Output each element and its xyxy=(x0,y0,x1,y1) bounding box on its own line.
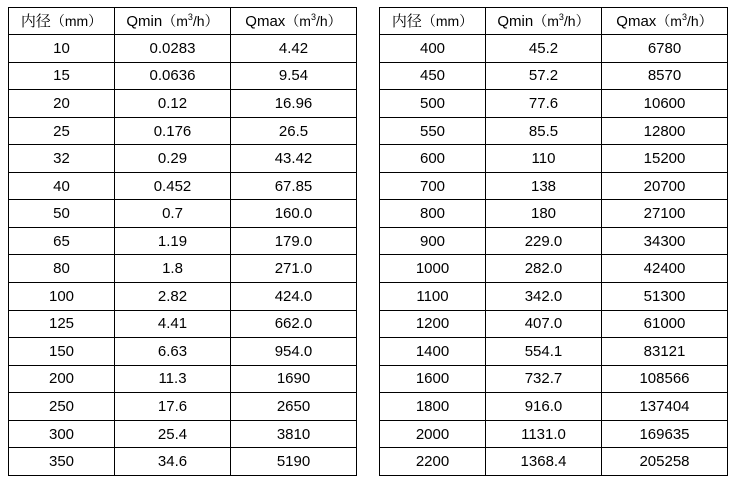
table-row xyxy=(9,145,357,173)
column-header-qmax: $Qmax(m^3/h)$ xyxy=(231,8,357,35)
column-header-qmax: $Qmax(m^3/h)$ xyxy=(602,8,728,35)
cell-qmin: 34.6 xyxy=(115,448,231,476)
table-row xyxy=(380,62,728,90)
cell-inner-diameter: 450 xyxy=(380,62,486,90)
table-row xyxy=(380,255,728,283)
cell-qmax: 169635 xyxy=(602,420,728,448)
cell-inner-diameter: 32 xyxy=(9,145,115,173)
column-header-inner-diameter: 内径（mm） xyxy=(9,8,115,35)
table-row xyxy=(9,172,357,200)
table-header-row xyxy=(380,8,728,35)
cell-qmax: 1690 xyxy=(231,365,357,393)
table-row xyxy=(9,420,357,448)
table-row xyxy=(9,62,357,90)
cell-qmin: 85.5 xyxy=(486,117,602,145)
cell-qmin: 0.29 xyxy=(115,145,231,173)
cell-inner-diameter: 100 xyxy=(9,283,115,311)
cell-inner-diameter: 25 xyxy=(9,117,115,145)
cell-qmax: 12800 xyxy=(602,117,728,145)
cell-inner-diameter: 2200 xyxy=(380,448,486,476)
cell-inner-diameter: 500 xyxy=(380,90,486,118)
cell-qmin: 0.12 xyxy=(115,90,231,118)
cell-inner-diameter: 300 xyxy=(9,420,115,448)
cell-qmax: 3810 xyxy=(231,420,357,448)
cell-qmin: 342.0 xyxy=(486,283,602,311)
cell-qmax: 205258 xyxy=(602,448,728,476)
table-row xyxy=(380,35,728,63)
table-header-row xyxy=(9,8,357,35)
cell-qmin: 282.0 xyxy=(486,255,602,283)
cell-qmax: 954.0 xyxy=(231,338,357,366)
cell-qmin: 1131.0 xyxy=(486,420,602,448)
cell-qmin: 916.0 xyxy=(486,393,602,421)
table-row xyxy=(380,420,728,448)
cell-qmax: 662.0 xyxy=(231,310,357,338)
cell-qmin: 732.7 xyxy=(486,365,602,393)
cell-qmax: 8570 xyxy=(602,62,728,90)
table-row xyxy=(9,283,357,311)
cell-qmax: 108566 xyxy=(602,365,728,393)
cell-qmin: 1.19 xyxy=(115,227,231,255)
cell-inner-diameter: 800 xyxy=(380,200,486,228)
cell-qmax: 51300 xyxy=(602,283,728,311)
cell-qmin: 0.0636 xyxy=(115,62,231,90)
cell-inner-diameter: 1400 xyxy=(380,338,486,366)
cell-qmax: 42400 xyxy=(602,255,728,283)
cell-qmin: 4.41 xyxy=(115,310,231,338)
table-row xyxy=(9,35,357,63)
cell-qmin: 45.2 xyxy=(486,35,602,63)
cell-inner-diameter: 125 xyxy=(9,310,115,338)
cell-qmin: 17.6 xyxy=(115,393,231,421)
cell-qmin: 25.4 xyxy=(115,420,231,448)
cell-qmax: 16.96 xyxy=(231,90,357,118)
cell-inner-diameter: 700 xyxy=(380,172,486,200)
cell-qmax: 83121 xyxy=(602,338,728,366)
cell-inner-diameter: 65 xyxy=(9,227,115,255)
cell-qmin: 1368.4 xyxy=(486,448,602,476)
cell-qmin: 407.0 xyxy=(486,310,602,338)
table-body-right xyxy=(380,35,728,476)
cell-qmax: 34300 xyxy=(602,227,728,255)
cell-qmax: 9.54 xyxy=(231,62,357,90)
cell-inner-diameter: 50 xyxy=(9,200,115,228)
cell-inner-diameter: 80 xyxy=(9,255,115,283)
table-row xyxy=(380,117,728,145)
table-row xyxy=(9,117,357,145)
table-row xyxy=(9,90,357,118)
cell-inner-diameter: 20 xyxy=(9,90,115,118)
cell-qmax: 15200 xyxy=(602,145,728,173)
cell-qmax: 26.5 xyxy=(231,117,357,145)
cell-inner-diameter: 40 xyxy=(9,172,115,200)
table-row xyxy=(9,338,357,366)
cell-qmax: 27100 xyxy=(602,200,728,228)
cell-qmin: 554.1 xyxy=(486,338,602,366)
cell-qmin: 0.7 xyxy=(115,200,231,228)
table-row xyxy=(380,145,728,173)
cell-qmax: 67.85 xyxy=(231,172,357,200)
table-row xyxy=(9,255,357,283)
table-row xyxy=(9,365,357,393)
cell-inner-diameter: 1000 xyxy=(380,255,486,283)
cell-qmin: 0.452 xyxy=(115,172,231,200)
cell-qmin: 110 xyxy=(486,145,602,173)
cell-inner-diameter: 600 xyxy=(380,145,486,173)
cell-qmax: 6780 xyxy=(602,35,728,63)
cell-inner-diameter: 1200 xyxy=(380,310,486,338)
cell-inner-diameter: 2000 xyxy=(380,420,486,448)
cell-qmax: 4.42 xyxy=(231,35,357,63)
cell-qmax: 424.0 xyxy=(231,283,357,311)
cell-inner-diameter: 900 xyxy=(380,227,486,255)
table-row xyxy=(380,448,728,476)
cell-qmax: 61000 xyxy=(602,310,728,338)
cell-qmin: 2.82 xyxy=(115,283,231,311)
cell-inner-diameter: 250 xyxy=(9,393,115,421)
column-header-inner-diameter: 内径（mm） xyxy=(380,8,486,35)
cell-qmax: 20700 xyxy=(602,172,728,200)
cell-qmin: 0.0283 xyxy=(115,35,231,63)
table-row xyxy=(9,227,357,255)
cell-qmin: 6.63 xyxy=(115,338,231,366)
column-header-qmin: $Qmin(m^3/h)$ xyxy=(486,8,602,35)
table-row xyxy=(9,200,357,228)
column-header-qmin: $Qmin(m^3/h)$ xyxy=(115,8,231,35)
cell-qmax: 179.0 xyxy=(231,227,357,255)
cell-qmin: 11.3 xyxy=(115,365,231,393)
table-row xyxy=(380,227,728,255)
table-header-left xyxy=(9,8,357,35)
cell-qmin: 229.0 xyxy=(486,227,602,255)
cell-inner-diameter: 550 xyxy=(380,117,486,145)
flow-range-table-left xyxy=(8,7,357,476)
cell-qmin: 138 xyxy=(486,172,602,200)
cell-inner-diameter: 1600 xyxy=(380,365,486,393)
table-row xyxy=(380,338,728,366)
table-row xyxy=(9,393,357,421)
flow-range-table-right xyxy=(379,7,728,476)
cell-qmax: 43.42 xyxy=(231,145,357,173)
cell-inner-diameter: 15 xyxy=(9,62,115,90)
cell-qmin: 77.6 xyxy=(486,90,602,118)
table-row xyxy=(380,365,728,393)
cell-qmin: 57.2 xyxy=(486,62,602,90)
cell-qmax: 5190 xyxy=(231,448,357,476)
cell-qmin: 0.176 xyxy=(115,117,231,145)
cell-qmin: 180 xyxy=(486,200,602,228)
table-body-left xyxy=(9,35,357,476)
table-row xyxy=(380,283,728,311)
table-row xyxy=(380,90,728,118)
table-row xyxy=(380,310,728,338)
table-row xyxy=(380,393,728,421)
table-row xyxy=(380,172,728,200)
table-row xyxy=(9,310,357,338)
cell-qmax: 10600 xyxy=(602,90,728,118)
table-row xyxy=(380,200,728,228)
cell-qmax: 137404 xyxy=(602,393,728,421)
cell-qmax: 160.0 xyxy=(231,200,357,228)
cell-qmax: 2650 xyxy=(231,393,357,421)
table-header-right xyxy=(380,8,728,35)
cell-inner-diameter: 1800 xyxy=(380,393,486,421)
cell-qmax: 271.0 xyxy=(231,255,357,283)
cell-qmin: 1.8 xyxy=(115,255,231,283)
table-row xyxy=(9,448,357,476)
cell-inner-diameter: 150 xyxy=(9,338,115,366)
cell-inner-diameter: 400 xyxy=(380,35,486,63)
cell-inner-diameter: 10 xyxy=(9,35,115,63)
cell-inner-diameter: 200 xyxy=(9,365,115,393)
cell-inner-diameter: 350 xyxy=(9,448,115,476)
cell-inner-diameter: 1100 xyxy=(380,283,486,311)
